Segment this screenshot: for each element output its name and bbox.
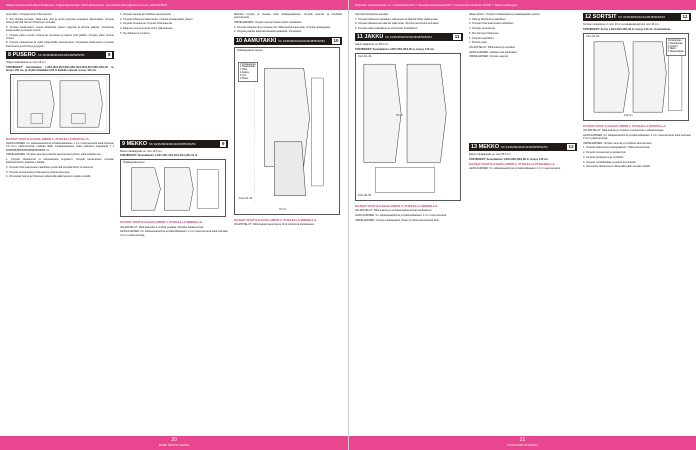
pattern-sizes-code: KK 34/36/38/40/42/44/46/48/50/52/54 [149, 141, 196, 146]
diagram-title: Takakappaleen leveys [237, 48, 263, 52]
materials: TARVIKKEET: Suomalainen 1,95/1,95/1,95/1,95/1,95/1,95/1,95/1,95/1,95/1,95/1,95 m, leveys 150 cm, ja ohuttu tikatakkia 0,50 m kankkin valusta, leveys 140 cm. [6, 65, 114, 72]
paragraph: 4. Käännä pussi ja ompele kiinni päänteeseen. [120, 27, 174, 31]
pattern-title-bar [469, 143, 577, 151]
pattern-number: 10 [333, 37, 339, 43]
section-heading: KAAVAT OVAT B-KAAVA-ARKIN 1. PUOLELLA SINISELLÄ. [120, 220, 203, 225]
materials: TARVIKKEET: Suomalainen 1,65/1,65/1,65/1,65 m, leveys 140 cm. [355, 48, 435, 52]
layout-diagram [10, 74, 110, 134]
page-footer [0, 436, 348, 450]
paragraph: 2. Ompele hihansuut käärmeeksi. Ompele etukappaleet yhteen. [120, 17, 194, 21]
legend-item: 4 Kaulus [240, 70, 250, 74]
layout-diagram [234, 47, 340, 215]
legend-item: 1 Rintakappale [240, 62, 256, 66]
diagram-legend [238, 62, 258, 83]
paragraph: 8. Ompele olkasaumat kulkevat päärmeille. Kiinnitä saumavara kulmasta. [355, 22, 440, 26]
diagram-label: Koot 34–46 [239, 196, 253, 200]
paragraph: 5. Tee helma ja hihansuut. [469, 31, 500, 35]
paragraph: puoli ulkon. Ompele toinen hiha samoin. [6, 13, 53, 16]
pattern-title-bar [583, 13, 691, 21]
paragraph: 6. Ompele kaula-aukon reunat ulkokautta yhteen pykyssä ja kiinnitä pääntie. Viimeistele kaula-aukko ja ompele vuoriin. [6, 25, 114, 32]
diagram-dimension: 75 cm [396, 114, 404, 118]
diagram-title: Takakappaleeseen [123, 161, 145, 165]
paragraph: 5. Tee kiinnike reunaan. Taita edun ylös ja neulo pystyssä ompeleen ulkopuolelle. Ompele hihat ja kiinnitä hieman hihansuun reunalle. [6, 17, 114, 24]
paragraph: LEIKKAAMINEN: Ks. leikkauasettelima ja lisää leikkaaeen 1 cm:n saumanvarat. [469, 167, 561, 171]
pattern-sizes-code: KK 34/36/38/40/42/44/46/48/50/52/54 [278, 38, 325, 43]
paragraph: 1. Ompele taskupussit etukappaleisiin. Silitä saumanvarat. [583, 146, 651, 150]
paragraph: 9. Ompele taskut paikoilleen ja viimeistele huolellisesti. [355, 27, 419, 31]
paragraph: 2. Ompele sivusaumat ja sisäsaumat. [583, 151, 627, 155]
paragraph: LEIKKAAMINEN: Ks. leikkauasettelima ja lisää leikkaaeen 1 cm:n saumanvarat sekä helmaan 2,5 cm:n päärmevaroja. Leikkaa tilalle rintakappaleesta, kaksi päänteen kappaletta 7 x 58/58/58/58/58/58/58/58/58/58/58 cm. [6, 142, 114, 152]
section-heading: KAAVAT OVAT B-KAAVA-ARKIN 2. PUOLELLA SINISELLÄ. [355, 204, 438, 209]
materials: TARVIKKEET: Suomalainen 1,10/1,10/1,10/1,10/1,10/1,10/1,10 m. [120, 154, 198, 158]
diagram-dimension: 140 cm [624, 113, 633, 117]
paragraph: VALMISTELUT: Silitä kaavat paperista ja siirrä merkinnät kankaaseen. [234, 222, 315, 226]
paragraph: 3. Ompele sivusaumat. Ompele hihansaumat. [120, 22, 173, 26]
legend-item: 3 Vyötärö [667, 44, 678, 48]
paragraph: 4. Viimeistele helma ja hihansuut taittamalla päärmevarat nurjalle puolelle. [6, 175, 92, 179]
paragraph: 1. Ompele saumat ja huolittele saumanvarat. [120, 13, 172, 16]
layout-diagram [583, 33, 689, 121]
paragraph: 4. Ompele vyötärökaitale ja pujota kuminauha. [583, 160, 637, 164]
pattern-number: 11 [454, 34, 460, 40]
paragraph: Ohjeen kokoaluetta on noin 18 cm. [6, 60, 47, 64]
column-1 [6, 13, 114, 434]
pattern-sizes-code: KK 34/36/38/40/42/44/46/48/50/52/54 [618, 15, 665, 19]
pattern-number: 12 [682, 14, 688, 19]
footer-publication: SUURI KÄSITYÖ 10/2024 [507, 444, 538, 447]
section-heading: KAAVAT OVAT B-KAAVA-ARKIN 1. PUOLELLA MUSTALLA. [6, 136, 90, 141]
layout-svg [11, 75, 109, 133]
paragraph: 3. Ompele keskisauma ja huolittele. [583, 155, 624, 159]
paragraph: OMPELEMINEN: Ompele saumat ja huolittele saumanvarat. [583, 141, 653, 145]
pattern-number: 9 [221, 140, 225, 146]
paragraph: VALMISTELUT: Silitä kaavat ja merkitse leikkausviivat kankaaseen. [355, 209, 433, 213]
page-number: 20 [171, 437, 177, 443]
diagram-legend [666, 38, 686, 56]
pattern-title: 8 PUSERO [8, 51, 36, 58]
legend-item: 2 Takakappale [667, 41, 683, 45]
column-3 [583, 13, 691, 434]
paragraph: 2. Ompele olkasaumat ja sivusaumat. Silitä saumanvarat auki. Ompele rintakappale. [234, 25, 331, 29]
paragraph: Sortsien sisäpituus on noin 10 cm ja takakeskuspituus noin 36 cm. [583, 23, 660, 26]
footer-publication: SUURI KÄSITYÖ 10/2024 [158, 444, 190, 447]
paragraph: 6. Ompele napinlävet. [469, 36, 495, 40]
paragraph: OMPELEMINEN: Ompele saumat. [469, 55, 509, 59]
page-header: Ohjeet kokoava Pia-Maria Pekkonen. Ohjelmakorostaja: Rali Hakkarainen, pasi.hakkarainen@sanoma.com, 09-120 5874 [0, 0, 348, 10]
page-footer [349, 436, 696, 450]
column-2 [120, 13, 228, 434]
section-heading: KAAVAT OVAT A-KAAVA-ARKIN 1. PUOLELLA MUSTALLA. [583, 123, 667, 128]
legend-item: 5 Vyö [240, 73, 247, 77]
diagram-label: Koot 34–46 [358, 55, 372, 59]
pattern-sizes-code: KK 34/36/38/40/42/44/46/48/50/52/54 [385, 35, 432, 40]
paragraph: VALMISTELUT: Silitä kaavoitte 1-4 tästä puolelta. Merkitse leikkausviivat. [120, 225, 204, 229]
pattern-title-bar [355, 33, 463, 41]
layout-diagram [355, 53, 461, 201]
legend-item: 2 Takakappale [240, 65, 256, 69]
paragraph: 2. Taita ja liitä kaulus paikoilleen. [469, 17, 507, 21]
paragraph: 7. Ompele pitkin reunan molemmat reunukset ja kaarra yhtä pitkiksi. Ompele pitkin reunan yhteen. [6, 33, 114, 40]
paragraph: 5. Viimeistele lahkeensuut taittamalla päärmevarat nurjalle. [583, 165, 651, 169]
column-2 [469, 13, 577, 434]
pattern-title-bar [120, 140, 228, 148]
paragraph: 1. Ompele olkasaumat ja rausavarasta ompeleen. Ompele kaula-aukon reunaan kaksinkertainen pääntieen kaitale. [6, 157, 114, 165]
paragraph: 2. Ompele hihat kaarrevasti paikoilleen ja kiinnitä samalla hihan sivusaumat. [6, 165, 94, 169]
legend-item: 3 Hiha [240, 68, 247, 72]
paragraph: 3. Ompele pääntie kaksinkertaisella kaitaleella. Viimeistele. [234, 30, 302, 34]
right-page [348, 0, 696, 450]
pattern-title: 13 MEKKO [471, 144, 500, 151]
cutting-layout [583, 33, 691, 123]
paragraph: LEIKKAAMINEN: Ks. leikkauasettelima ja lisää leikkaaeen 1 cm:n saumanvarat sekä helmaan 2 cm:n päärmevaroja. [120, 230, 228, 237]
pattern-title: 11 JAKKU [357, 34, 384, 41]
paragraph: 7. Kiinnitä napit. [469, 41, 488, 45]
page-header: Ohjeiden valmistaminen: K = Kuvitustaito KK = Vinoraan karroitusta KKK = Kokemusta tarvitaan KKKK = Taitoa käsittelyyn [349, 0, 696, 10]
pattern-title-bar [6, 51, 114, 59]
paragraph: VALMISTELUT: Silitä kaavat ja merkitse. [469, 45, 516, 49]
paragraph: OMPELEMINEN: Ompele etukappaleet yhteen ja silitä saumanvarat auki. [355, 218, 440, 222]
paragraph: Mekon takakappale on noin 10,5 cm. [120, 149, 163, 153]
paragraph: 3. Ompele hihat kaarrevasti paikoilleen. [469, 22, 515, 26]
page-number: 21 [519, 437, 526, 443]
pattern-sizes-code: KK 34/36/38/40/42/44/46/48/50/52/54 [37, 52, 85, 57]
layout-svg [121, 160, 225, 216]
pattern-number: 8 [107, 51, 111, 57]
diagram-label: Koot 48–54 [358, 194, 372, 198]
paragraph: 8. Ompele olkasaumat ja vedä sisäpuolella saumanvarat. Viimeistele kaula-aukon reunaan kaarrevana ja kiinnitä pysyyttyksi. [6, 41, 114, 48]
pattern-title: 12 SORTSIT [585, 14, 617, 20]
column-3 [234, 13, 342, 434]
pattern-title-bar [234, 37, 342, 45]
paragraph: 5. Tee hihansuut ja helma. [120, 31, 151, 35]
paragraph: 3. Ompele sivusaumat ja hihansauma yhtenä saumana. [6, 170, 71, 174]
diagram-dimension: 70 cm [279, 207, 287, 211]
paragraph: LEIKKAAMINEN: Ks. leikkauasettelima ja lisää leikkaaeen 1 cm:n saumanvarat sekä helmaan 2 cm:n päärmevaroja. [583, 133, 691, 141]
cutting-layout [234, 47, 342, 217]
layout-svg [356, 54, 460, 200]
paragraph: OMPELEMINEN: Ompele saumat oikeat puolet vastakkain. [234, 20, 303, 24]
pattern-number: 13 [568, 144, 574, 150]
materials: TARVIKKEET: Suomalainen 1,80/1,80/1,80/1,80 m, leveys 140 cm. [469, 157, 549, 161]
pattern-title: 9 MEKKO [122, 140, 148, 147]
paragraph: OMPELEMINEN: Ompele saumat ja laitoita saumanvarat yhteen sekä siisteitä osa. [6, 153, 102, 157]
pattern-title: 10 AAMUTAKKI [236, 37, 277, 44]
diagram-label: Koot 34–54 [586, 34, 600, 38]
paragraph: 4. Ompele sivusaumat. [469, 27, 496, 31]
paragraph: Merkitse ompelu ja sivussa sekä rintakappaleessa. Ompele saumat, ja huolittele saumanvarat. [234, 13, 342, 20]
cutting-layout [120, 159, 228, 219]
legend-item: 6 Tasku [240, 76, 249, 80]
layout-diagram [120, 159, 226, 217]
paragraph: 7. Ompele hihansuun kaitaleen yläreunaan ja käännä hihan pääreunaan. [355, 17, 439, 21]
cutting-layout [6, 74, 114, 136]
legend-item: 1 Etukappale [667, 38, 682, 42]
paragraph: VALMISTELUT: Silitä kaavat ja merkitse ompeluviivat. Leikkaa kangas. [583, 129, 665, 133]
paragraph: tikkaa yhteen. Ompele rintakappaleet ja takakappaleet yhteen. [469, 13, 541, 16]
section-heading: KAAVAT OVAT B-KAAVA-ARKIN 2. PUOLELLA SINISELLÄ. [234, 217, 317, 222]
legend-item: 4 Tasku [667, 47, 676, 51]
section-heading: KAAVAT OVAT B-KAAVA-ARKIN 2. PUOLELLA PUNAISELLA. [469, 161, 556, 166]
legend-item: 5 Taskunkaitale [667, 50, 684, 54]
paragraph: Valmista kiinnitykset samalla. [355, 13, 389, 16]
paragraph: Mekon takakappale on noin 85,5 cm. [469, 153, 512, 157]
paragraph: LEIKKAAMINEN: Ks. leikkauasettelima ja lisää leikkaaeen 1 cm:n saumanvarat. [355, 214, 447, 218]
paragraph: Jakun takapituus on 58,5 cm. [355, 43, 389, 47]
materials: TARVIKKEET: Sortsi 1,30/1,30/1,30/1,30 m, leveys 140 cm. Kuminauhaa. [583, 27, 671, 31]
column-1 [355, 13, 463, 434]
pattern-sizes-code: KK 34/36/38/40/42/44/46/48/50/52/54 [501, 145, 548, 150]
cutting-layout [355, 53, 463, 203]
paragraph: LEIKKAAMINEN: Leikkaa osat kankaasta. [469, 50, 518, 54]
